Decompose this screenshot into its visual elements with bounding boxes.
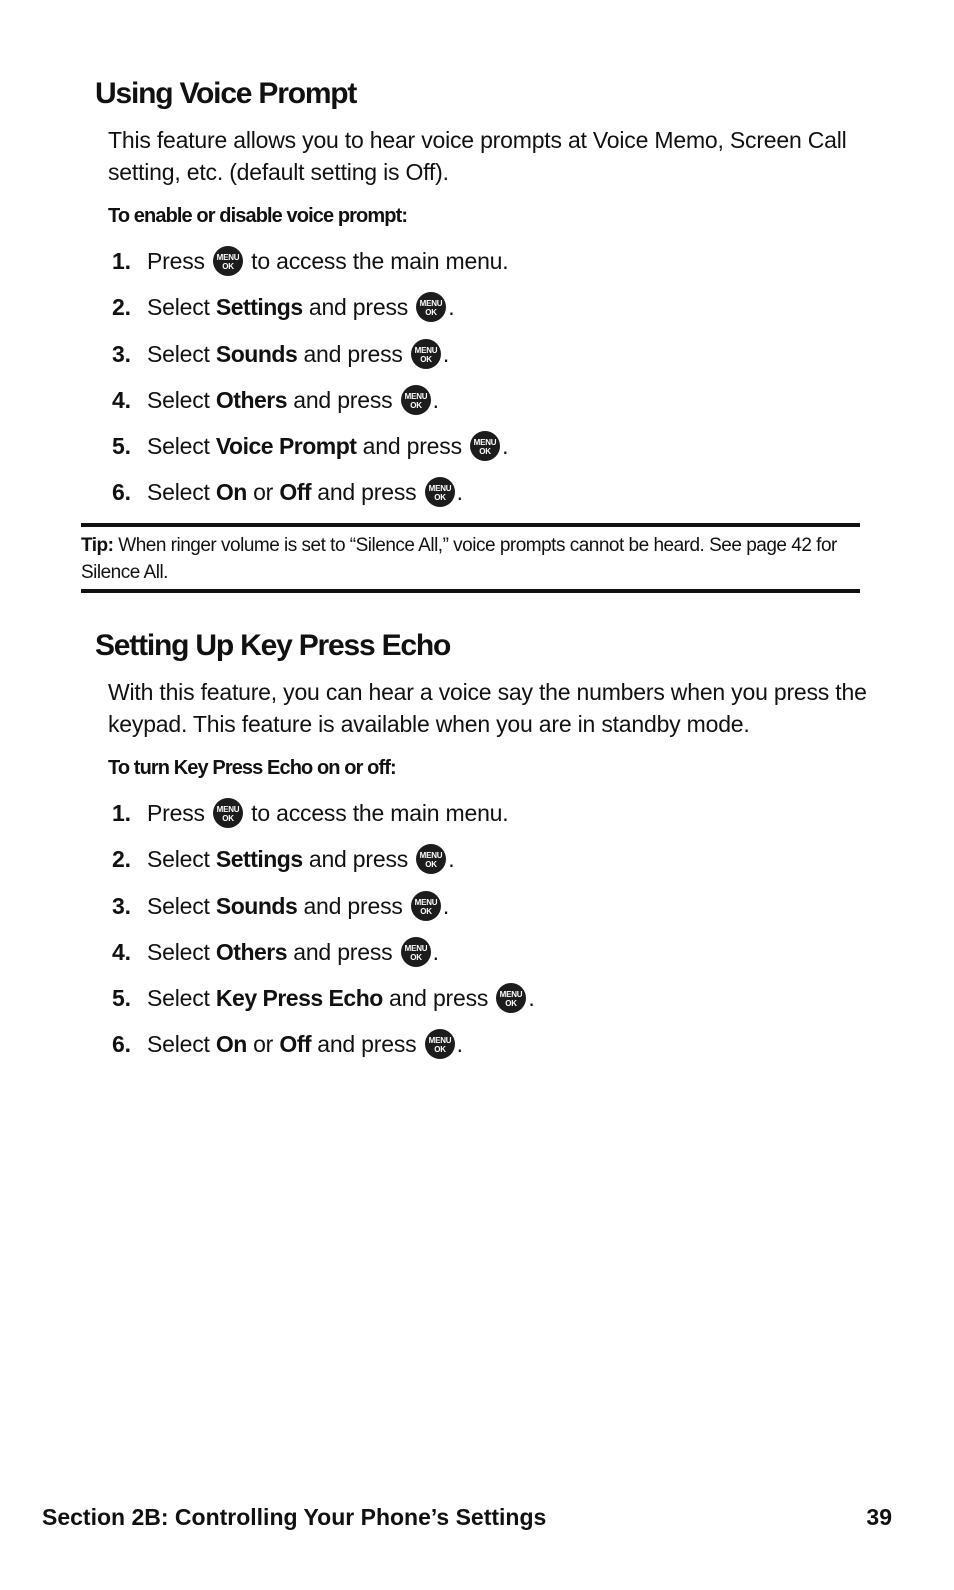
step-number: 5. [112,433,131,460]
section-intro: This feature allows you to hear voice prompts at Voice Memo, Screen Call setting, etc. (default setting is Off). [108,127,847,185]
step-number: 6. [112,479,131,506]
step-text: Select On or Off and press MENU OK . [147,479,463,506]
ok-key-label: OK [420,354,432,364]
menu-key-label: MENU [216,253,240,262]
step-text-connector: or [246,1031,280,1058]
step-number: 4. [112,386,131,413]
menu-key-label: MENU [419,851,443,861]
step-text-tail: and press [311,479,423,506]
step-item [0,423,954,469]
tip-label: Tip: [81,535,114,556]
step-text-tail: and press [287,386,399,413]
ok-key-label: OK [409,952,422,962]
step-text: Select Settings and press MENU OK . [147,846,455,873]
step-text [147,790,508,836]
step-item [0,883,954,929]
menu-ok-key-icon [416,292,446,322]
ok-key-label: OK [420,906,432,916]
menu-option-name: On [215,479,247,506]
menu-key-label: MENU [428,484,452,494]
section-key-press-echo [0,624,954,1068]
menu-ok-key-icon [401,385,431,415]
ok-key-label: OK [425,308,438,318]
step-item [0,975,954,1021]
menu-key-label: MENU [428,1036,452,1046]
step-text [147,238,508,284]
menu-option-name: Settings [215,294,303,321]
step-number: 6. [112,1031,131,1058]
tip-text: When ringer volume is set to “Silence All,” voice prompts cannot be heard. See page 42 for Silence All. [81,535,837,583]
section-title: Using Voice Prompt [95,77,357,110]
menu-option-name: Key Press Echo [215,985,383,1012]
step-text-lead: Select [147,892,216,919]
step-text-tail: and press [297,340,409,367]
procedure-heading: To enable or disable voice prompt: [108,205,408,227]
menu-ok-key-icon [416,844,446,874]
step-text-lead: Press [147,800,211,826]
step-text: Select Sounds and press MENU OK . [147,892,450,919]
menu-option-name: Sounds [215,892,298,919]
step-text: Select Settings and press MENU OK . [147,294,455,321]
step-text-tail: and press [302,846,415,873]
menu-key-label: MENU [414,897,438,907]
menu-ok-key-icon [411,339,441,369]
menu-key-label: MENU [404,943,428,953]
step-list [0,790,954,1068]
step-text: Select Others and press MENU OK . [147,938,439,965]
step-number: 1. [112,800,131,826]
ok-key-label: OK [505,999,518,1009]
menu-ok-key-icon [496,983,526,1013]
step-item [0,836,954,882]
step-text-tail: and press [302,294,415,321]
step-text-tail: and press [297,892,409,919]
menu-option-name: Voice Prompt [215,433,357,460]
step-text-connector: or [246,479,280,506]
menu-option-name: Others [215,386,288,413]
ok-key-label: OK [433,1045,446,1055]
step-list [0,238,954,516]
menu-option-name: On [215,1031,247,1058]
step-text-lead: Select [147,386,216,413]
step-text-lead: Select [147,1031,216,1058]
menu-ok-key-icon [425,1029,455,1059]
menu-ok-key-icon [425,477,455,507]
menu-option-name: Off [279,479,312,506]
menu-ok-key-icon [470,431,500,461]
step-text-tail: to access the main menu. [244,248,509,274]
menu-option-name: Off [279,1031,312,1058]
ok-key-label: OK [479,447,491,457]
step-text-lead: Select [147,433,216,460]
step-item [0,377,954,423]
menu-option-name: Sounds [215,340,298,367]
step-text: Select Sounds and press MENU OK . [147,340,450,367]
menu-key-label: MENU [404,391,428,401]
menu-ok-key-icon [411,891,441,921]
ok-key-label: OK [425,860,438,870]
step-text-tail: and press [287,938,399,965]
step-text-lead: Select [147,340,216,367]
step-number: 4. [112,938,131,965]
step-text-tail: and press [382,985,495,1012]
step-text-lead: Select [147,985,216,1012]
menu-ok-key-icon [401,937,431,967]
step-item [0,284,954,330]
step-text: Select Key Press Echo and press MENU OK . [147,985,535,1012]
step-text-lead: Select [147,294,216,321]
step-number: 3. [112,340,131,367]
section-title: Setting Up Key Press Echo [95,629,451,662]
menu-option-name: Others [215,938,288,965]
step-number: 5. [112,985,131,1012]
step-item [0,238,954,284]
step-number: 2. [112,294,131,321]
procedure-heading: To turn Key Press Echo on or off: [108,757,396,779]
step-text-lead: Press [147,248,211,274]
step-text: Select Others and press MENU OK . [147,386,439,413]
menu-key-label: MENU [419,299,443,309]
step-text-tail: to access the main menu. [244,800,509,826]
step-number: 2. [112,846,131,873]
step-item [0,929,954,975]
step-number: 1. [112,248,131,274]
step-text-lead: Select [147,846,216,873]
step-number: 3. [112,892,131,919]
step-text: Select On or Off and press MENU OK . [147,1031,463,1058]
step-text: Select Voice Prompt and press MENU OK . [147,433,509,460]
ok-key-label: OK [409,400,422,410]
menu-key-label: MENU [473,438,497,448]
step-item [0,1021,954,1067]
ok-key-label: OK [222,262,234,271]
menu-key-label: MENU [414,345,438,355]
ok-key-label: OK [222,814,234,823]
menu-ok-key-icon [213,798,243,828]
step-item [0,469,954,515]
step-item [0,790,954,836]
menu-ok-key-icon [213,246,243,276]
ok-key-label: OK [433,493,446,503]
section-intro: With this feature, you can hear a voice say the numbers when you press the keypad. This feature is available when you are in standby mode. [108,679,867,737]
tip-box [81,523,860,593]
section-voice-prompt [0,72,954,516]
footer-section-label: Section 2B: Controlling Your Phone’s Settings [42,1504,547,1530]
step-text-lead: Select [147,479,216,506]
menu-option-name: Settings [215,846,303,873]
step-text-tail: and press [356,433,469,460]
step-text-lead: Select [147,938,216,965]
menu-key-label: MENU [216,805,240,814]
page-number: 39 [866,1504,892,1530]
step-item [0,331,954,377]
menu-key-label: MENU [500,990,523,1000]
step-text-tail: and press [311,1031,423,1058]
